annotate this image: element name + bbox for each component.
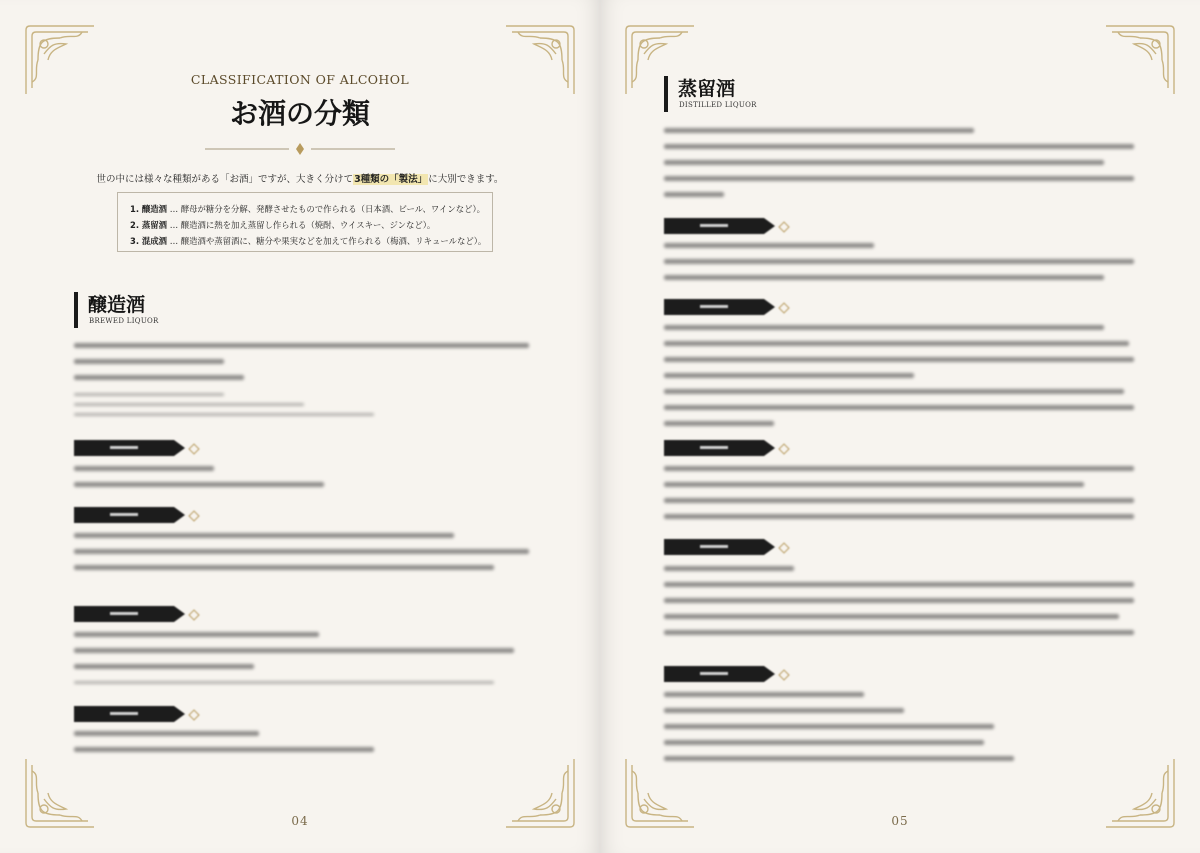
classification-name: 2. 蒸留酒 xyxy=(130,220,168,230)
heading-bar xyxy=(664,76,668,112)
category-tag xyxy=(74,440,174,456)
section-subtitle: DISTILLED LIQUOR xyxy=(679,101,757,109)
blurred-text-block xyxy=(664,128,1134,208)
classification-name: 1. 醸造酒 xyxy=(130,204,168,214)
classification-item xyxy=(130,217,492,233)
classification-box xyxy=(117,192,493,252)
eyebrow-title: CLASSIFICATION OF ALCOHOL xyxy=(190,72,410,87)
classification-desc: … 酵母が糖分を分解、発酵させたもので作られる（日本酒、ビール、ワインなど）。 xyxy=(167,204,486,214)
blurred-text-block xyxy=(74,466,324,498)
category-tag xyxy=(74,606,174,622)
classification-item xyxy=(130,233,492,249)
classification-desc: … 醸造酒に熱を加え蒸留し作られる（焼酎、ウイスキー、ジンなど）。 xyxy=(167,220,436,230)
classification-name: 3. 混成酒 xyxy=(130,236,168,246)
category-tag xyxy=(664,218,764,234)
intro-highlight: 3種類の「製法」 xyxy=(354,174,428,185)
category-tag xyxy=(664,440,764,456)
page-number: 04 xyxy=(291,814,309,828)
category-tag xyxy=(664,299,764,315)
blurred-footnote xyxy=(74,681,494,691)
intro-after: に大別できます。 xyxy=(428,174,504,185)
category-tag xyxy=(664,666,764,682)
classification-desc: … 醸造酒や蒸留酒に、糖分や果実などを加えて作られる（梅酒、リキュールなど）。 xyxy=(167,236,487,246)
blurred-text-block xyxy=(74,343,529,391)
category-tag xyxy=(664,539,764,555)
classification-item xyxy=(130,201,492,217)
page-number: 05 xyxy=(891,814,909,828)
section-title: 醸造酒 xyxy=(88,294,146,316)
blurred-text-block xyxy=(664,566,1134,646)
category-tag xyxy=(74,507,174,523)
blurred-text-block xyxy=(664,243,1134,291)
blurred-text-block xyxy=(664,692,1014,772)
section-title: 蒸留酒 xyxy=(678,78,736,100)
blurred-text-block xyxy=(664,325,1134,437)
heading-bar xyxy=(74,292,78,328)
corner-flourish-icon xyxy=(500,20,580,100)
corner-flourish-icon xyxy=(1100,20,1180,100)
blurred-text-block xyxy=(74,731,374,763)
intro-text xyxy=(0,171,600,185)
blurred-text-block xyxy=(664,466,1134,530)
blurred-text-block xyxy=(74,632,514,680)
blurred-text-block xyxy=(74,533,529,581)
blurred-footnote xyxy=(74,393,374,423)
section-subtitle: BREWED LIQUOR xyxy=(89,317,159,325)
diamond-ornament-icon xyxy=(205,141,395,155)
category-tag xyxy=(74,706,174,722)
page-title: お酒の分類 xyxy=(229,97,370,130)
right-page xyxy=(600,0,1200,853)
corner-flourish-icon xyxy=(20,20,100,100)
intro-before: 世の中には様々な種類がある「お酒」ですが、大きく分けて xyxy=(96,174,354,185)
